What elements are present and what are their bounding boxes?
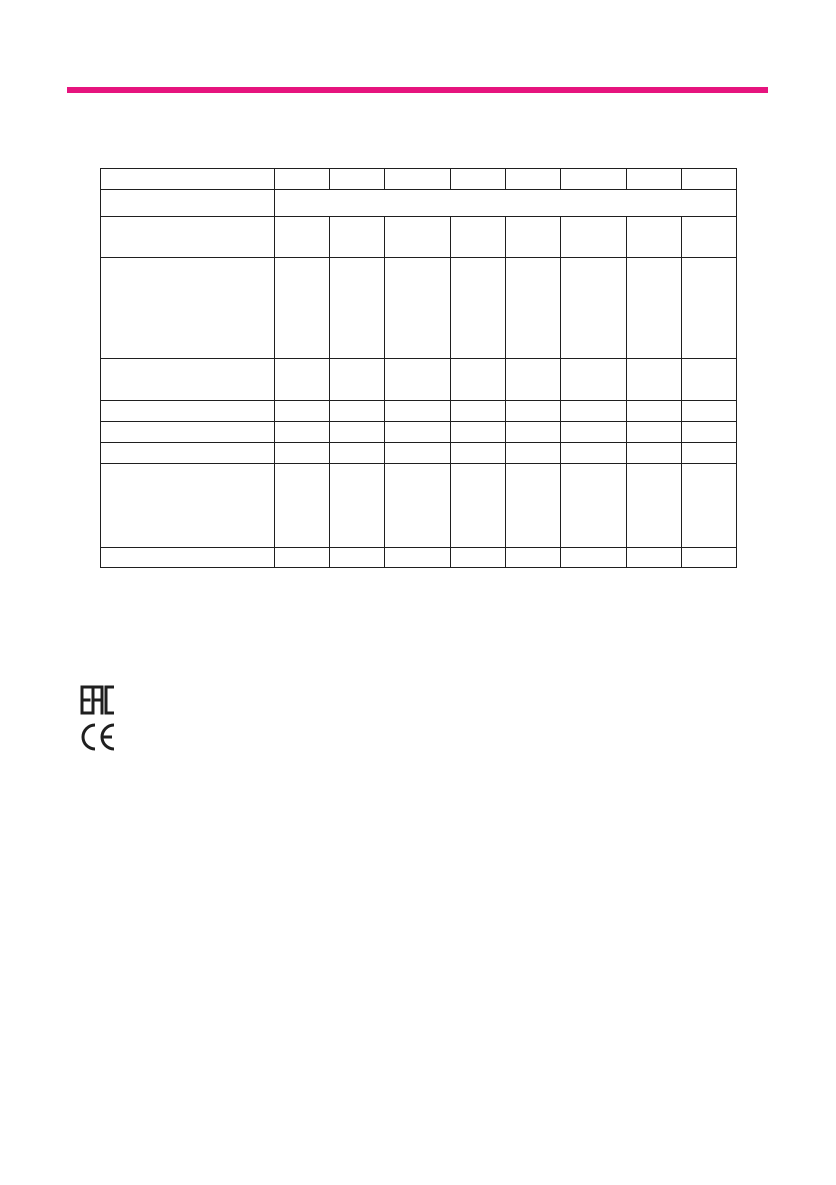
- accent-bar: [67, 87, 768, 93]
- eac-icon: [80, 684, 114, 716]
- table-row: [101, 422, 737, 443]
- table-cell: [451, 169, 506, 190]
- table-cell: [385, 169, 451, 190]
- table-cell: [385, 548, 451, 568]
- table-cell: [385, 258, 451, 359]
- table-cell: [506, 464, 561, 548]
- table-cell: [451, 217, 506, 258]
- table-cell: [101, 169, 275, 190]
- certification-marks: [80, 684, 116, 752]
- table-cell: [561, 443, 627, 464]
- table-cell: [101, 258, 275, 359]
- table-row: [101, 190, 737, 217]
- table-row: [101, 258, 737, 359]
- table-cell: [385, 217, 451, 258]
- table-cell: [682, 359, 737, 401]
- table-cell: [682, 443, 737, 464]
- table-cell: [561, 422, 627, 443]
- table-cell: [330, 464, 385, 548]
- table-cell: [561, 359, 627, 401]
- table-cell: [275, 217, 330, 258]
- table-cell: [385, 422, 451, 443]
- table-cell: [451, 548, 506, 568]
- table-cell: [682, 464, 737, 548]
- table-cell: [275, 443, 330, 464]
- table-cell: [275, 401, 330, 422]
- table-row: [101, 169, 737, 190]
- table-cell: [330, 217, 385, 258]
- table-cell: [385, 401, 451, 422]
- table-cell: [627, 422, 682, 443]
- table-cell: [385, 443, 451, 464]
- table-cell: [506, 217, 561, 258]
- table-cell: [330, 401, 385, 422]
- table-cell: [275, 258, 330, 359]
- table-cell: [506, 258, 561, 359]
- table-cell: [330, 548, 385, 568]
- table-cell: [561, 401, 627, 422]
- table-row: [101, 359, 737, 401]
- table-cell: [627, 548, 682, 568]
- table-cell: [101, 422, 275, 443]
- table-cell: [101, 443, 275, 464]
- table-cell: [101, 464, 275, 548]
- table-cell: [385, 359, 451, 401]
- table-cell: [451, 422, 506, 443]
- table-cell: [561, 548, 627, 568]
- table-cell: [275, 190, 737, 217]
- table-cell: [627, 464, 682, 548]
- table-cell: [506, 401, 561, 422]
- table-cell: [101, 359, 275, 401]
- table-cell: [275, 169, 330, 190]
- table-cell: [451, 258, 506, 359]
- table-cell: [275, 359, 330, 401]
- table-cell: [506, 548, 561, 568]
- table-cell: [275, 464, 330, 548]
- table-row: [101, 401, 737, 422]
- table-cell: [682, 217, 737, 258]
- table-row: [101, 443, 737, 464]
- ce-icon: [80, 722, 116, 752]
- table-cell: [561, 464, 627, 548]
- table-cell: [561, 217, 627, 258]
- table-cell: [561, 169, 627, 190]
- table-cell: [330, 443, 385, 464]
- table-cell: [682, 258, 737, 359]
- spec-table: [100, 168, 737, 568]
- table-cell: [627, 258, 682, 359]
- table-cell: [682, 548, 737, 568]
- table-cell: [506, 169, 561, 190]
- table-cell: [451, 401, 506, 422]
- table-cell: [451, 359, 506, 401]
- table-cell: [101, 401, 275, 422]
- table-cell: [627, 359, 682, 401]
- table-cell: [275, 548, 330, 568]
- table-cell: [627, 217, 682, 258]
- table-cell: [506, 422, 561, 443]
- table-cell: [627, 401, 682, 422]
- table-cell: [627, 169, 682, 190]
- table-cell: [682, 422, 737, 443]
- table-cell: [561, 258, 627, 359]
- table-cell: [506, 443, 561, 464]
- table-row: [101, 548, 737, 568]
- table-row: [101, 217, 737, 258]
- table-cell: [451, 464, 506, 548]
- table-cell: [330, 422, 385, 443]
- table-cell: [101, 190, 275, 217]
- table-cell: [682, 401, 737, 422]
- table-cell: [330, 359, 385, 401]
- table-row: [101, 464, 737, 548]
- table-cell: [275, 422, 330, 443]
- table-cell: [385, 464, 451, 548]
- table-cell: [627, 443, 682, 464]
- table-cell: [330, 258, 385, 359]
- table-cell: [101, 217, 275, 258]
- table-cell: [506, 359, 561, 401]
- table-cell: [330, 169, 385, 190]
- table-cell: [451, 443, 506, 464]
- table-cell: [101, 548, 275, 568]
- table-cell: [682, 169, 737, 190]
